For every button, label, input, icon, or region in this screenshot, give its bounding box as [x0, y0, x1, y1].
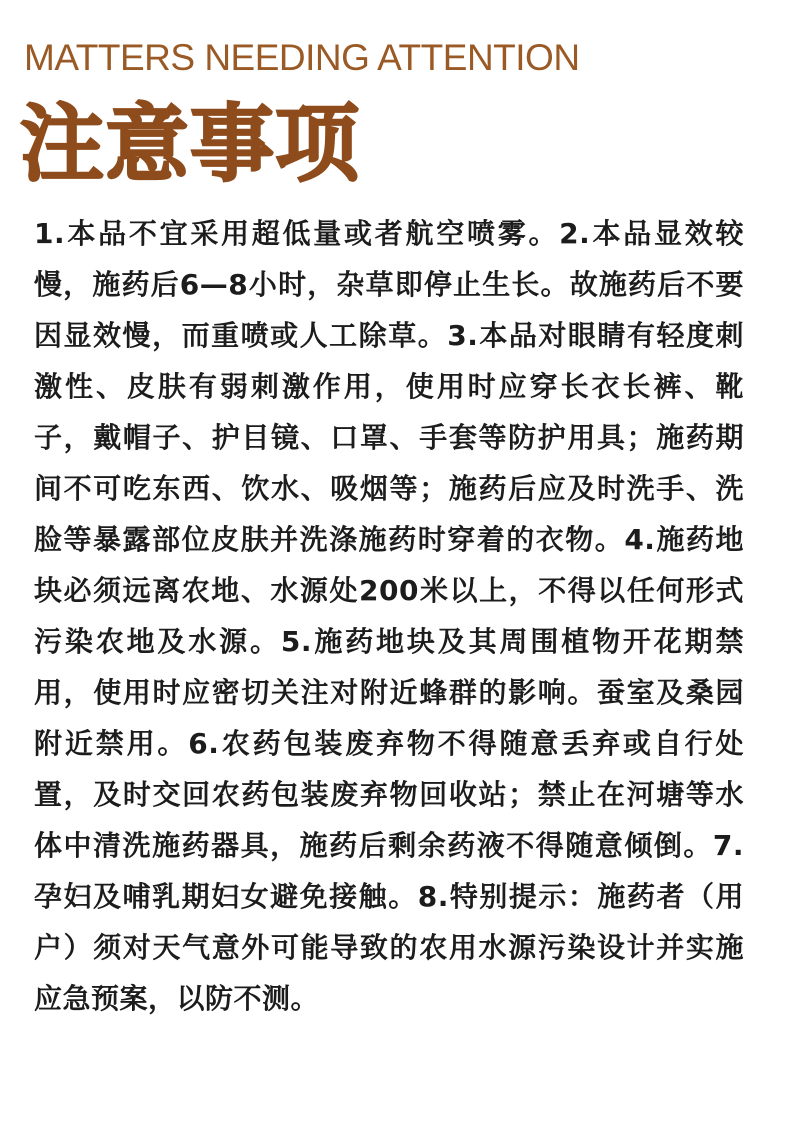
notice-body-text: 1.本品不宜采用超低量或者航空喷雾。2.本品显效较慢，施药后6—8小时，杂草即停止生长。故施药后不要因显效慢，而重喷或人工除草。3.本品对眼睛有轻度刺激性、皮肤有弱刺激作用，使用时应穿长衣长裤、靴子，戴帽子、护目镜、口罩、手套等防护用具；施药期间不可吃东西、饮水、吸烟等；施药后应及时洗手、洗脸等暴露部位皮肤并洗涤施药时穿着的衣物。4.施药地块必须远离农地、水源处200米以上，不得以任何形式污染农地及水源。5.施药地块及其周围植物开花期禁用，使用时应密切关注对附近蜂群的影响。蚕室及桑园附近禁用。6.农药包装废弃物不得随意丢弃或自行处置，及时交回农药包装废弃物回收站；禁止在河塘等水体中清洗施药器具，施药后剩余药液不得随意倾倒。7.孕妇及哺乳期妇女避免接触。8.特别提示：施药者（用户）须对天气意外可能导致的农用水源污染设计并实施应急预案，以防不测。	[34, 217, 744, 1015]
chinese-title: 注意事项	[20, 95, 361, 193]
english-title: MATTERS NEEDING ATTENTION	[24, 37, 580, 78]
